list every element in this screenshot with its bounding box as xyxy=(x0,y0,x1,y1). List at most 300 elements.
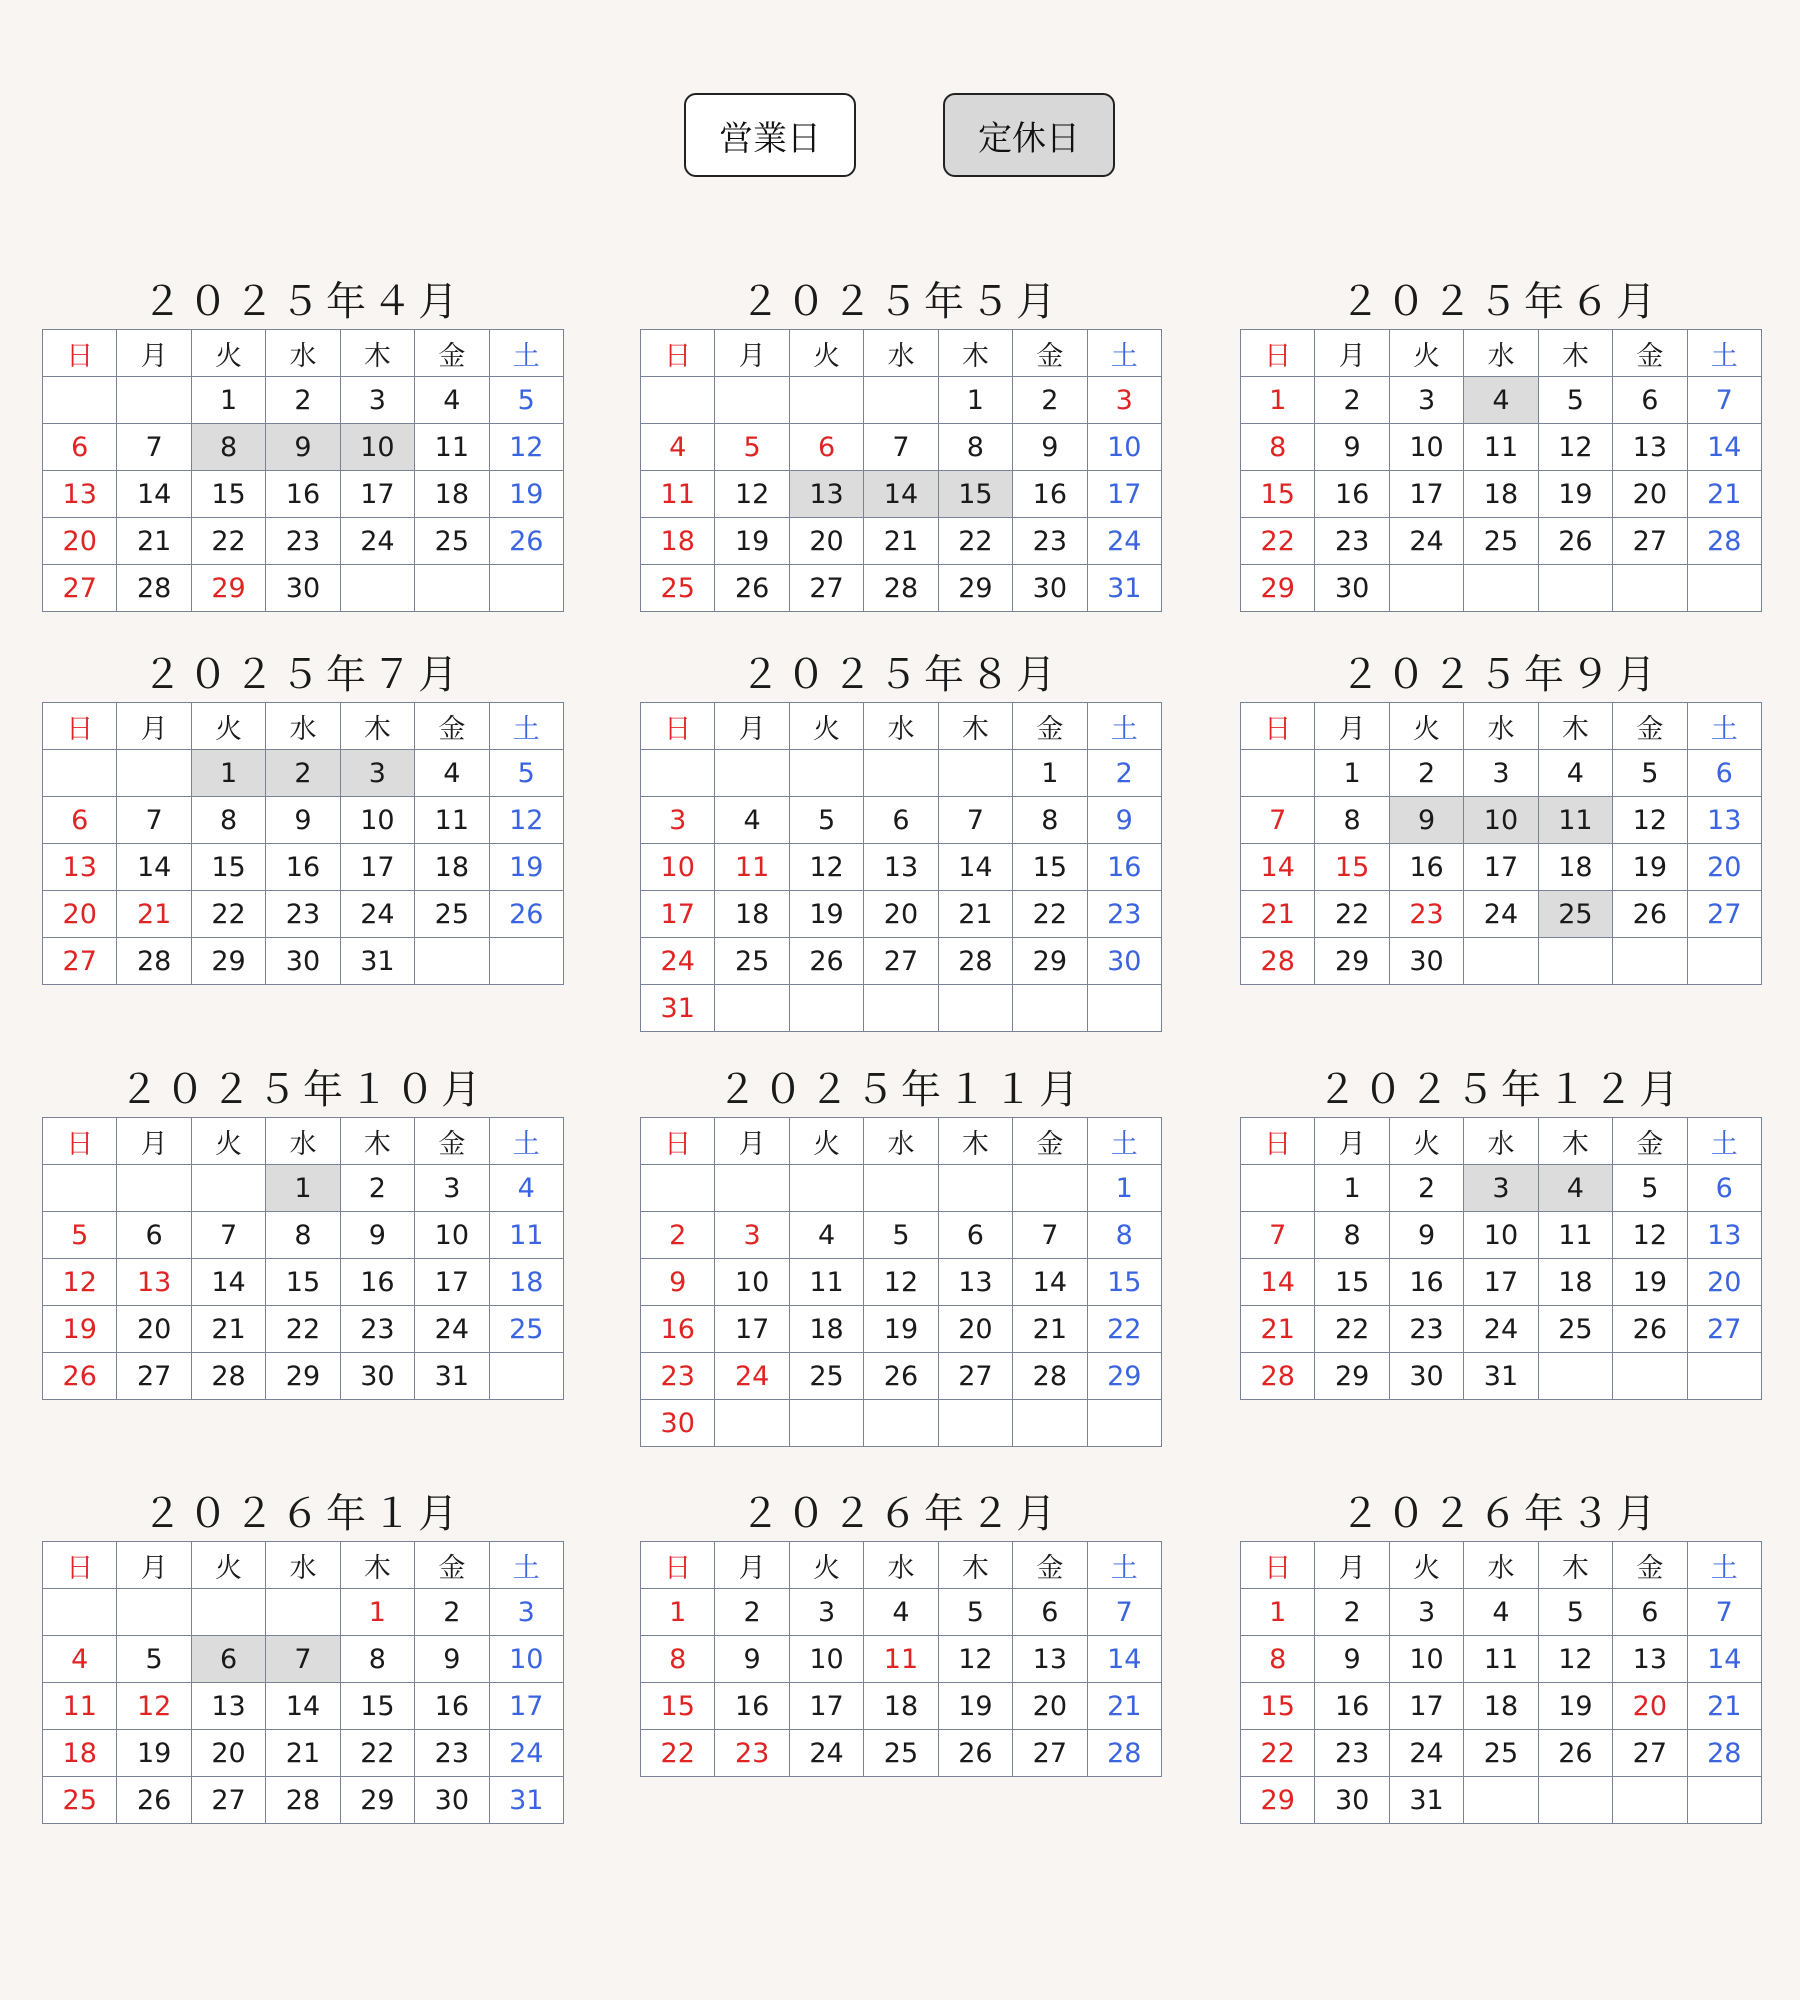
day-cell[interactable]: 25 xyxy=(1538,891,1612,938)
day-cell[interactable]: 17 xyxy=(1389,471,1463,518)
day-cell[interactable]: 23 xyxy=(266,518,340,565)
day-cell[interactable]: 15 xyxy=(1013,844,1087,891)
day-cell[interactable]: 12 xyxy=(864,1259,938,1306)
day-cell[interactable]: 23 xyxy=(266,891,340,938)
day-cell[interactable]: 14 xyxy=(117,471,191,518)
day-cell[interactable]: 3 xyxy=(1087,377,1161,424)
day-cell[interactable]: 11 xyxy=(1464,1636,1538,1683)
day-cell[interactable]: 8 xyxy=(266,1212,340,1259)
day-cell[interactable]: 27 xyxy=(191,1777,265,1824)
day-cell[interactable]: 18 xyxy=(1464,471,1538,518)
day-cell[interactable]: 14 xyxy=(1241,1259,1315,1306)
day-cell[interactable]: 15 xyxy=(191,844,265,891)
day-cell[interactable]: 11 xyxy=(1538,1212,1612,1259)
day-cell[interactable]: 17 xyxy=(489,1683,563,1730)
day-cell[interactable]: 5 xyxy=(43,1212,117,1259)
day-cell[interactable]: 5 xyxy=(1538,1589,1612,1636)
day-cell[interactable]: 27 xyxy=(43,565,117,612)
day-cell[interactable]: 5 xyxy=(1538,377,1612,424)
day-cell[interactable]: 26 xyxy=(1613,891,1687,938)
day-cell[interactable]: 26 xyxy=(117,1777,191,1824)
day-cell[interactable]: 4 xyxy=(641,424,715,471)
day-cell[interactable]: 2 xyxy=(1389,1165,1463,1212)
day-cell[interactable]: 31 xyxy=(415,1353,489,1400)
day-cell[interactable]: 24 xyxy=(1087,518,1161,565)
day-cell[interactable]: 9 xyxy=(715,1636,789,1683)
day-cell[interactable]: 5 xyxy=(864,1212,938,1259)
day-cell[interactable]: 3 xyxy=(340,750,414,797)
day-cell[interactable]: 2 xyxy=(715,1589,789,1636)
day-cell[interactable]: 25 xyxy=(1538,1306,1612,1353)
day-cell[interactable]: 4 xyxy=(1538,1165,1612,1212)
day-cell[interactable]: 24 xyxy=(489,1730,563,1777)
day-cell[interactable]: 7 xyxy=(266,1636,340,1683)
day-cell[interactable]: 22 xyxy=(1241,518,1315,565)
day-cell[interactable]: 13 xyxy=(864,844,938,891)
day-cell[interactable]: 22 xyxy=(641,1730,715,1777)
day-cell[interactable]: 30 xyxy=(1315,565,1389,612)
day-cell[interactable]: 15 xyxy=(1315,844,1389,891)
day-cell[interactable]: 10 xyxy=(1389,1636,1463,1683)
day-cell[interactable]: 9 xyxy=(340,1212,414,1259)
day-cell[interactable]: 13 xyxy=(43,844,117,891)
day-cell[interactable]: 12 xyxy=(789,844,863,891)
day-cell[interactable]: 6 xyxy=(117,1212,191,1259)
day-cell[interactable]: 25 xyxy=(415,891,489,938)
day-cell[interactable]: 5 xyxy=(1613,750,1687,797)
day-cell[interactable]: 7 xyxy=(1687,377,1761,424)
day-cell[interactable]: 13 xyxy=(1687,1212,1761,1259)
day-cell[interactable]: 8 xyxy=(340,1636,414,1683)
day-cell[interactable]: 1 xyxy=(938,377,1012,424)
day-cell[interactable]: 17 xyxy=(415,1259,489,1306)
day-cell[interactable]: 6 xyxy=(43,797,117,844)
day-cell[interactable]: 9 xyxy=(266,797,340,844)
day-cell[interactable]: 23 xyxy=(1389,891,1463,938)
day-cell[interactable]: 7 xyxy=(191,1212,265,1259)
day-cell[interactable]: 18 xyxy=(789,1306,863,1353)
day-cell[interactable]: 29 xyxy=(191,565,265,612)
day-cell[interactable]: 12 xyxy=(489,797,563,844)
day-cell[interactable]: 22 xyxy=(938,518,1012,565)
day-cell[interactable]: 31 xyxy=(1389,1777,1463,1824)
day-cell[interactable]: 9 xyxy=(415,1636,489,1683)
day-cell[interactable]: 25 xyxy=(715,938,789,985)
day-cell[interactable]: 30 xyxy=(340,1353,414,1400)
day-cell[interactable]: 18 xyxy=(489,1259,563,1306)
day-cell[interactable]: 12 xyxy=(1538,1636,1612,1683)
day-cell[interactable]: 30 xyxy=(1087,938,1161,985)
day-cell[interactable]: 7 xyxy=(1241,1212,1315,1259)
day-cell[interactable]: 28 xyxy=(1687,518,1761,565)
day-cell[interactable]: 4 xyxy=(1538,750,1612,797)
day-cell[interactable]: 21 xyxy=(938,891,1012,938)
day-cell[interactable]: 20 xyxy=(191,1730,265,1777)
day-cell[interactable]: 20 xyxy=(1687,1259,1761,1306)
day-cell[interactable]: 21 xyxy=(266,1730,340,1777)
day-cell[interactable]: 2 xyxy=(340,1165,414,1212)
day-cell[interactable]: 17 xyxy=(1087,471,1161,518)
day-cell[interactable]: 19 xyxy=(489,471,563,518)
day-cell[interactable]: 24 xyxy=(340,518,414,565)
day-cell[interactable]: 18 xyxy=(641,518,715,565)
day-cell[interactable]: 20 xyxy=(938,1306,1012,1353)
day-cell[interactable]: 21 xyxy=(1013,1306,1087,1353)
day-cell[interactable]: 6 xyxy=(1613,377,1687,424)
day-cell[interactable]: 10 xyxy=(1087,424,1161,471)
day-cell[interactable]: 10 xyxy=(489,1636,563,1683)
day-cell[interactable]: 1 xyxy=(340,1589,414,1636)
day-cell[interactable]: 22 xyxy=(1315,891,1389,938)
day-cell[interactable]: 14 xyxy=(266,1683,340,1730)
day-cell[interactable]: 27 xyxy=(43,938,117,985)
day-cell[interactable]: 12 xyxy=(1613,797,1687,844)
day-cell[interactable]: 30 xyxy=(1013,565,1087,612)
day-cell[interactable]: 24 xyxy=(1464,1306,1538,1353)
day-cell[interactable]: 16 xyxy=(415,1683,489,1730)
day-cell[interactable]: 11 xyxy=(1538,797,1612,844)
day-cell[interactable]: 5 xyxy=(789,797,863,844)
day-cell[interactable]: 28 xyxy=(1013,1353,1087,1400)
day-cell[interactable]: 30 xyxy=(1389,1353,1463,1400)
day-cell[interactable]: 18 xyxy=(1464,1683,1538,1730)
day-cell[interactable]: 9 xyxy=(1389,1212,1463,1259)
day-cell[interactable]: 27 xyxy=(1613,1730,1687,1777)
day-cell[interactable]: 30 xyxy=(266,938,340,985)
day-cell[interactable]: 4 xyxy=(789,1212,863,1259)
day-cell[interactable]: 5 xyxy=(117,1636,191,1683)
day-cell[interactable]: 22 xyxy=(191,518,265,565)
day-cell[interactable]: 7 xyxy=(864,424,938,471)
day-cell[interactable]: 9 xyxy=(1389,797,1463,844)
day-cell[interactable]: 3 xyxy=(641,797,715,844)
day-cell[interactable]: 25 xyxy=(1464,1730,1538,1777)
day-cell[interactable]: 25 xyxy=(864,1730,938,1777)
day-cell[interactable]: 26 xyxy=(938,1730,1012,1777)
day-cell[interactable]: 30 xyxy=(1389,938,1463,985)
day-cell[interactable]: 1 xyxy=(1315,1165,1389,1212)
day-cell[interactable]: 19 xyxy=(715,518,789,565)
day-cell[interactable]: 1 xyxy=(1087,1165,1161,1212)
day-cell[interactable]: 6 xyxy=(864,797,938,844)
day-cell[interactable]: 7 xyxy=(117,424,191,471)
day-cell[interactable]: 27 xyxy=(789,565,863,612)
day-cell[interactable]: 28 xyxy=(117,938,191,985)
day-cell[interactable]: 31 xyxy=(641,985,715,1032)
day-cell[interactable]: 3 xyxy=(489,1589,563,1636)
day-cell[interactable]: 5 xyxy=(489,377,563,424)
day-cell[interactable]: 13 xyxy=(1013,1636,1087,1683)
day-cell[interactable]: 6 xyxy=(1613,1589,1687,1636)
day-cell[interactable]: 23 xyxy=(641,1353,715,1400)
day-cell[interactable]: 7 xyxy=(117,797,191,844)
day-cell[interactable]: 30 xyxy=(415,1777,489,1824)
day-cell[interactable]: 8 xyxy=(938,424,1012,471)
day-cell[interactable]: 19 xyxy=(1613,1259,1687,1306)
day-cell[interactable]: 2 xyxy=(1013,377,1087,424)
day-cell[interactable]: 15 xyxy=(1241,1683,1315,1730)
day-cell[interactable]: 12 xyxy=(1538,424,1612,471)
day-cell[interactable]: 23 xyxy=(415,1730,489,1777)
day-cell[interactable]: 14 xyxy=(938,844,1012,891)
day-cell[interactable]: 8 xyxy=(191,797,265,844)
day-cell[interactable]: 15 xyxy=(641,1683,715,1730)
day-cell[interactable]: 19 xyxy=(1538,1683,1612,1730)
day-cell[interactable]: 24 xyxy=(789,1730,863,1777)
day-cell[interactable]: 13 xyxy=(117,1259,191,1306)
day-cell[interactable]: 26 xyxy=(789,938,863,985)
day-cell[interactable]: 22 xyxy=(191,891,265,938)
day-cell[interactable]: 18 xyxy=(715,891,789,938)
day-cell[interactable]: 10 xyxy=(340,424,414,471)
day-cell[interactable]: 1 xyxy=(641,1589,715,1636)
day-cell[interactable]: 15 xyxy=(1241,471,1315,518)
day-cell[interactable]: 22 xyxy=(1241,1730,1315,1777)
day-cell[interactable]: 19 xyxy=(938,1683,1012,1730)
day-cell[interactable]: 12 xyxy=(489,424,563,471)
day-cell[interactable]: 26 xyxy=(1538,518,1612,565)
day-cell[interactable]: 8 xyxy=(1241,1636,1315,1683)
day-cell[interactable]: 20 xyxy=(1687,844,1761,891)
day-cell[interactable]: 27 xyxy=(1687,1306,1761,1353)
day-cell[interactable]: 12 xyxy=(715,471,789,518)
day-cell[interactable]: 13 xyxy=(43,471,117,518)
day-cell[interactable]: 19 xyxy=(43,1306,117,1353)
day-cell[interactable]: 19 xyxy=(117,1730,191,1777)
day-cell[interactable]: 29 xyxy=(1315,938,1389,985)
day-cell[interactable]: 29 xyxy=(340,1777,414,1824)
day-cell[interactable]: 17 xyxy=(1464,1259,1538,1306)
day-cell[interactable]: 10 xyxy=(641,844,715,891)
day-cell[interactable]: 17 xyxy=(641,891,715,938)
day-cell[interactable]: 28 xyxy=(1241,938,1315,985)
day-cell[interactable]: 20 xyxy=(789,518,863,565)
day-cell[interactable]: 15 xyxy=(191,471,265,518)
day-cell[interactable]: 26 xyxy=(43,1353,117,1400)
day-cell[interactable]: 22 xyxy=(1087,1306,1161,1353)
day-cell[interactable]: 8 xyxy=(1315,797,1389,844)
day-cell[interactable]: 2 xyxy=(266,377,340,424)
day-cell[interactable]: 12 xyxy=(938,1636,1012,1683)
day-cell[interactable]: 3 xyxy=(1389,1589,1463,1636)
day-cell[interactable]: 25 xyxy=(43,1777,117,1824)
day-cell[interactable]: 12 xyxy=(117,1683,191,1730)
day-cell[interactable]: 11 xyxy=(415,424,489,471)
business-day-legend-button[interactable]: 営業日 xyxy=(684,93,856,177)
day-cell[interactable]: 16 xyxy=(1013,471,1087,518)
day-cell[interactable]: 22 xyxy=(266,1306,340,1353)
day-cell[interactable]: 1 xyxy=(1241,1589,1315,1636)
day-cell[interactable]: 13 xyxy=(789,471,863,518)
day-cell[interactable]: 18 xyxy=(1538,1259,1612,1306)
day-cell[interactable]: 27 xyxy=(864,938,938,985)
day-cell[interactable]: 22 xyxy=(1013,891,1087,938)
day-cell[interactable]: 25 xyxy=(789,1353,863,1400)
day-cell[interactable]: 21 xyxy=(117,891,191,938)
day-cell[interactable]: 16 xyxy=(266,844,340,891)
day-cell[interactable]: 17 xyxy=(1389,1683,1463,1730)
day-cell[interactable]: 5 xyxy=(489,750,563,797)
day-cell[interactable]: 16 xyxy=(266,471,340,518)
day-cell[interactable]: 6 xyxy=(1687,750,1761,797)
day-cell[interactable]: 4 xyxy=(43,1636,117,1683)
day-cell[interactable]: 6 xyxy=(789,424,863,471)
day-cell[interactable]: 24 xyxy=(415,1306,489,1353)
day-cell[interactable]: 9 xyxy=(1315,1636,1389,1683)
day-cell[interactable]: 21 xyxy=(1687,1683,1761,1730)
day-cell[interactable]: 1 xyxy=(1013,750,1087,797)
day-cell[interactable]: 27 xyxy=(1613,518,1687,565)
day-cell[interactable]: 16 xyxy=(1315,1683,1389,1730)
day-cell[interactable]: 22 xyxy=(340,1730,414,1777)
day-cell[interactable]: 13 xyxy=(938,1259,1012,1306)
day-cell[interactable]: 14 xyxy=(864,471,938,518)
day-cell[interactable]: 23 xyxy=(1315,518,1389,565)
day-cell[interactable]: 10 xyxy=(715,1259,789,1306)
day-cell[interactable]: 11 xyxy=(415,797,489,844)
day-cell[interactable]: 4 xyxy=(864,1589,938,1636)
day-cell[interactable]: 2 xyxy=(1389,750,1463,797)
day-cell[interactable]: 3 xyxy=(1389,377,1463,424)
day-cell[interactable]: 17 xyxy=(715,1306,789,1353)
day-cell[interactable]: 7 xyxy=(1087,1589,1161,1636)
day-cell[interactable]: 15 xyxy=(1087,1259,1161,1306)
day-cell[interactable]: 1 xyxy=(1315,750,1389,797)
day-cell[interactable]: 23 xyxy=(1389,1306,1463,1353)
day-cell[interactable]: 9 xyxy=(1315,424,1389,471)
day-cell[interactable]: 14 xyxy=(1241,844,1315,891)
day-cell[interactable]: 30 xyxy=(641,1400,715,1447)
day-cell[interactable]: 11 xyxy=(489,1212,563,1259)
day-cell[interactable]: 25 xyxy=(415,518,489,565)
day-cell[interactable]: 25 xyxy=(1464,518,1538,565)
day-cell[interactable]: 17 xyxy=(340,471,414,518)
day-cell[interactable]: 12 xyxy=(1613,1212,1687,1259)
day-cell[interactable]: 19 xyxy=(489,844,563,891)
day-cell[interactable]: 14 xyxy=(191,1259,265,1306)
day-cell[interactable]: 29 xyxy=(938,565,1012,612)
day-cell[interactable]: 21 xyxy=(191,1306,265,1353)
day-cell[interactable]: 23 xyxy=(715,1730,789,1777)
day-cell[interactable]: 9 xyxy=(641,1259,715,1306)
day-cell[interactable]: 23 xyxy=(1315,1730,1389,1777)
day-cell[interactable]: 5 xyxy=(1613,1165,1687,1212)
day-cell[interactable]: 13 xyxy=(191,1683,265,1730)
day-cell[interactable]: 27 xyxy=(1687,891,1761,938)
day-cell[interactable]: 15 xyxy=(266,1259,340,1306)
day-cell[interactable]: 14 xyxy=(117,844,191,891)
day-cell[interactable]: 27 xyxy=(1013,1730,1087,1777)
day-cell[interactable]: 27 xyxy=(117,1353,191,1400)
day-cell[interactable]: 9 xyxy=(1013,424,1087,471)
day-cell[interactable]: 17 xyxy=(340,844,414,891)
day-cell[interactable]: 11 xyxy=(1464,424,1538,471)
day-cell[interactable]: 23 xyxy=(1013,518,1087,565)
day-cell[interactable]: 26 xyxy=(1613,1306,1687,1353)
day-cell[interactable]: 10 xyxy=(789,1636,863,1683)
day-cell[interactable]: 5 xyxy=(715,424,789,471)
day-cell[interactable]: 23 xyxy=(340,1306,414,1353)
day-cell[interactable]: 8 xyxy=(1315,1212,1389,1259)
day-cell[interactable]: 21 xyxy=(864,518,938,565)
day-cell[interactable]: 14 xyxy=(1013,1259,1087,1306)
day-cell[interactable]: 14 xyxy=(1687,1636,1761,1683)
day-cell[interactable]: 17 xyxy=(1464,844,1538,891)
day-cell[interactable]: 11 xyxy=(789,1259,863,1306)
day-cell[interactable]: 2 xyxy=(1315,377,1389,424)
day-cell[interactable]: 24 xyxy=(715,1353,789,1400)
day-cell[interactable]: 31 xyxy=(1087,565,1161,612)
day-cell[interactable]: 10 xyxy=(340,797,414,844)
day-cell[interactable]: 16 xyxy=(1087,844,1161,891)
day-cell[interactable]: 29 xyxy=(266,1353,340,1400)
day-cell[interactable]: 20 xyxy=(1613,471,1687,518)
day-cell[interactable]: 24 xyxy=(340,891,414,938)
day-cell[interactable]: 16 xyxy=(641,1306,715,1353)
day-cell[interactable]: 20 xyxy=(43,518,117,565)
day-cell[interactable]: 22 xyxy=(1315,1306,1389,1353)
day-cell[interactable]: 13 xyxy=(1613,424,1687,471)
day-cell[interactable]: 7 xyxy=(938,797,1012,844)
day-cell[interactable]: 14 xyxy=(1687,424,1761,471)
day-cell[interactable]: 1 xyxy=(191,377,265,424)
day-cell[interactable]: 18 xyxy=(864,1683,938,1730)
day-cell[interactable]: 1 xyxy=(1241,377,1315,424)
day-cell[interactable]: 3 xyxy=(789,1589,863,1636)
day-cell[interactable]: 8 xyxy=(1241,424,1315,471)
day-cell[interactable]: 3 xyxy=(715,1212,789,1259)
day-cell[interactable]: 30 xyxy=(1315,1777,1389,1824)
day-cell[interactable]: 6 xyxy=(1687,1165,1761,1212)
day-cell[interactable]: 29 xyxy=(191,938,265,985)
day-cell[interactable]: 3 xyxy=(1464,750,1538,797)
day-cell[interactable]: 29 xyxy=(1241,565,1315,612)
day-cell[interactable]: 3 xyxy=(1464,1165,1538,1212)
day-cell[interactable]: 21 xyxy=(1241,1306,1315,1353)
day-cell[interactable]: 6 xyxy=(43,424,117,471)
day-cell[interactable]: 29 xyxy=(1315,1353,1389,1400)
day-cell[interactable]: 26 xyxy=(864,1353,938,1400)
day-cell[interactable]: 8 xyxy=(1087,1212,1161,1259)
day-cell[interactable]: 6 xyxy=(191,1636,265,1683)
day-cell[interactable]: 21 xyxy=(1687,471,1761,518)
day-cell[interactable]: 1 xyxy=(191,750,265,797)
day-cell[interactable]: 31 xyxy=(489,1777,563,1824)
day-cell[interactable]: 28 xyxy=(864,565,938,612)
day-cell[interactable]: 2 xyxy=(641,1212,715,1259)
day-cell[interactable]: 18 xyxy=(43,1730,117,1777)
day-cell[interactable]: 26 xyxy=(489,518,563,565)
day-cell[interactable]: 20 xyxy=(1613,1683,1687,1730)
day-cell[interactable]: 24 xyxy=(1464,891,1538,938)
day-cell[interactable]: 31 xyxy=(1464,1353,1538,1400)
day-cell[interactable]: 17 xyxy=(789,1683,863,1730)
day-cell[interactable]: 10 xyxy=(415,1212,489,1259)
day-cell[interactable]: 2 xyxy=(266,750,340,797)
day-cell[interactable]: 16 xyxy=(340,1259,414,1306)
day-cell[interactable]: 6 xyxy=(1013,1589,1087,1636)
day-cell[interactable]: 31 xyxy=(340,938,414,985)
day-cell[interactable]: 8 xyxy=(191,424,265,471)
day-cell[interactable]: 16 xyxy=(1389,844,1463,891)
day-cell[interactable]: 16 xyxy=(715,1683,789,1730)
day-cell[interactable]: 4 xyxy=(1464,1589,1538,1636)
day-cell[interactable]: 9 xyxy=(266,424,340,471)
day-cell[interactable]: 28 xyxy=(191,1353,265,1400)
day-cell[interactable]: 16 xyxy=(1315,471,1389,518)
day-cell[interactable]: 24 xyxy=(1389,1730,1463,1777)
day-cell[interactable]: 14 xyxy=(1087,1636,1161,1683)
